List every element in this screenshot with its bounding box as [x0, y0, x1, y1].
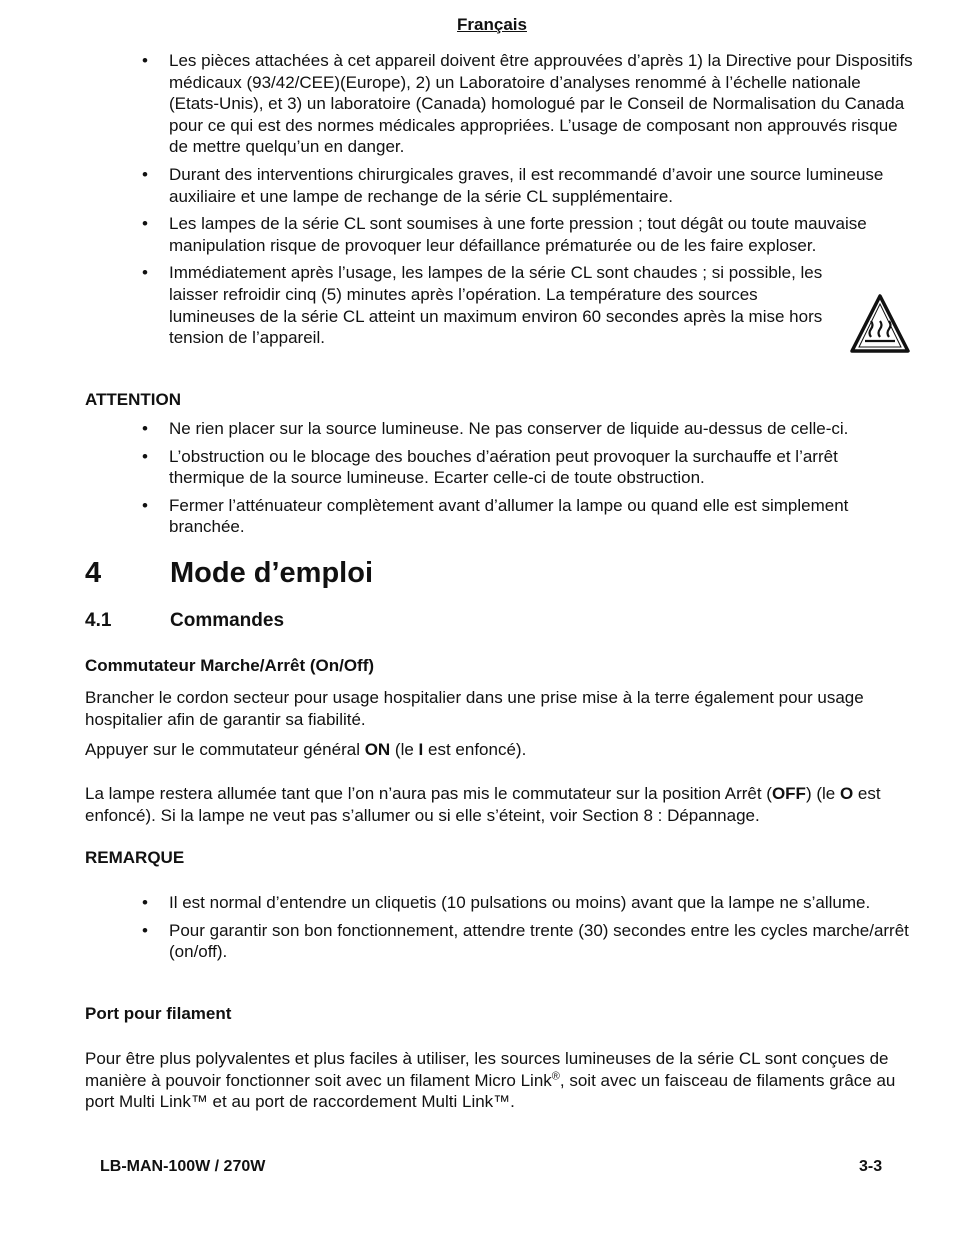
text-run: , soit avec un faisceau de filaments grâce au port Multi Link™ et au port de raccordement Multi Link™. — [85, 1070, 896, 1112]
remarque-label: REMARQUE — [85, 848, 185, 867]
warning-list — [140, 50, 915, 355]
onoff-instruction — [85, 739, 915, 761]
hot-surface-warning-icon — [849, 293, 911, 355]
list-item: • Les pièces attachées à cet appareil doivent être approuvées d’après 1) la Directive pour Dispositifs médicaux (93/42/CEE)(Europe), 2) un Laboratoire d’analyses renommé à l’échelle nationale (Etats-Unis), et 3) un laboratoire (Canada) homologué par le Conseil de Normalisation du Canada pour ce qui est des normes médicales appropriées. L’usage de composant non approuvés risque de mettre quelqu’un en danger. — [140, 50, 915, 158]
language-header: Français — [457, 15, 527, 34]
registered-mark: ® — [551, 1069, 560, 1082]
section-number: 4 — [85, 557, 102, 589]
o-label: O — [839, 784, 854, 803]
list-item: • Ne rien placer sur la source lumineuse. Ne pas conserver de liquide au-dessus de celle-ci. — [140, 418, 915, 440]
attention-label: ATTENTION — [85, 390, 182, 409]
text-run: (le — [390, 740, 419, 759]
text-run: ) (le — [805, 784, 840, 803]
onoff-off-paragraph — [85, 783, 915, 826]
section-heading — [85, 557, 373, 590]
text-run: est enfoncé). — [423, 740, 527, 759]
subsection-title: Commandes — [170, 610, 285, 631]
list-item: • Fermer l’atténuateur complètement avant d’allumer la lampe ou quand elle est simplement branchée. — [140, 495, 915, 538]
section-title: Mode d’emploi — [170, 557, 373, 589]
remarque-list — [140, 892, 915, 969]
port-paragraph — [85, 1048, 915, 1113]
i-label: I — [418, 740, 424, 759]
footer-doc-id: LB-MAN-100W / 270W — [100, 1158, 266, 1175]
list-item: • L’obstruction ou le blocage des bouches d’aération peut provoquer la surchauffe et l’arrêt thermique de la source lumineuse. Ecarter celle-ci de toute obstruction. — [140, 446, 915, 489]
list-item: • Pour garantir son bon fonctionnement, attendre trente (30) secondes entre les cycles marche/arrêt (on/off). — [140, 920, 915, 963]
onoff-heading: Commutateur Marche/Arrêt (On/Off) — [85, 656, 375, 675]
text-run: La lampe restera allumée tant que l’on n’aura pas mis le commutateur sur la position Arrêt ( — [85, 784, 772, 803]
list-item: • Il est normal d’entendre un cliquetis (10 pulsations ou moins) avant que la lampe ne s’allume. — [140, 892, 915, 914]
footer-page-number: 3-3 — [859, 1158, 883, 1175]
subsection-heading — [85, 610, 284, 632]
text-run: Appuyer sur le commutateur général — [85, 740, 365, 759]
text-run: est enfoncé). Si la lampe ne veut pas s’allumer ou si elle s’éteint, voir Section 8 : Dépannage. — [85, 784, 881, 825]
onoff-paragraph: Brancher le cordon secteur pour usage hospitalier dans une prise mise à la terre également pour usage hospitalier afin de garantir sa fiabilité. — [85, 688, 864, 729]
off-label: OFF — [771, 784, 806, 803]
subsection-number: 4.1 — [85, 610, 112, 631]
port-heading: Port pour filament — [85, 1004, 232, 1023]
list-item: • Les lampes de la série CL sont soumises à une forte pression ; tout dégât ou toute mauvaise manipulation risque de provoquer leur défaillance prématurée ou de les faire exploser. — [140, 213, 915, 256]
text-run: Pour être plus polyvalentes et plus faciles à utiliser, les sources lumineuses de la série CL sont conçues de manière à pouvoir fonctionner soit avec un filament Micro Link — [85, 1049, 889, 1090]
list-item: • Durant des interventions chirurgicales graves, il est recommandé d’avoir une source lumineuse auxiliaire et une lampe de rechange de la série CL supplémentaire. — [140, 164, 915, 207]
list-item: • Immédiatement après l’usage, les lampes de la série CL sont chaudes ; si possible, les laisser refroidir cinq (5) minutes après l’opération. La température des sources lumineuses de la série CL atteint un maximum environ 60 secondes après la mise hors tension de l’appareil. — [140, 262, 915, 348]
on-label: ON — [364, 740, 391, 759]
attention-list — [140, 418, 915, 544]
